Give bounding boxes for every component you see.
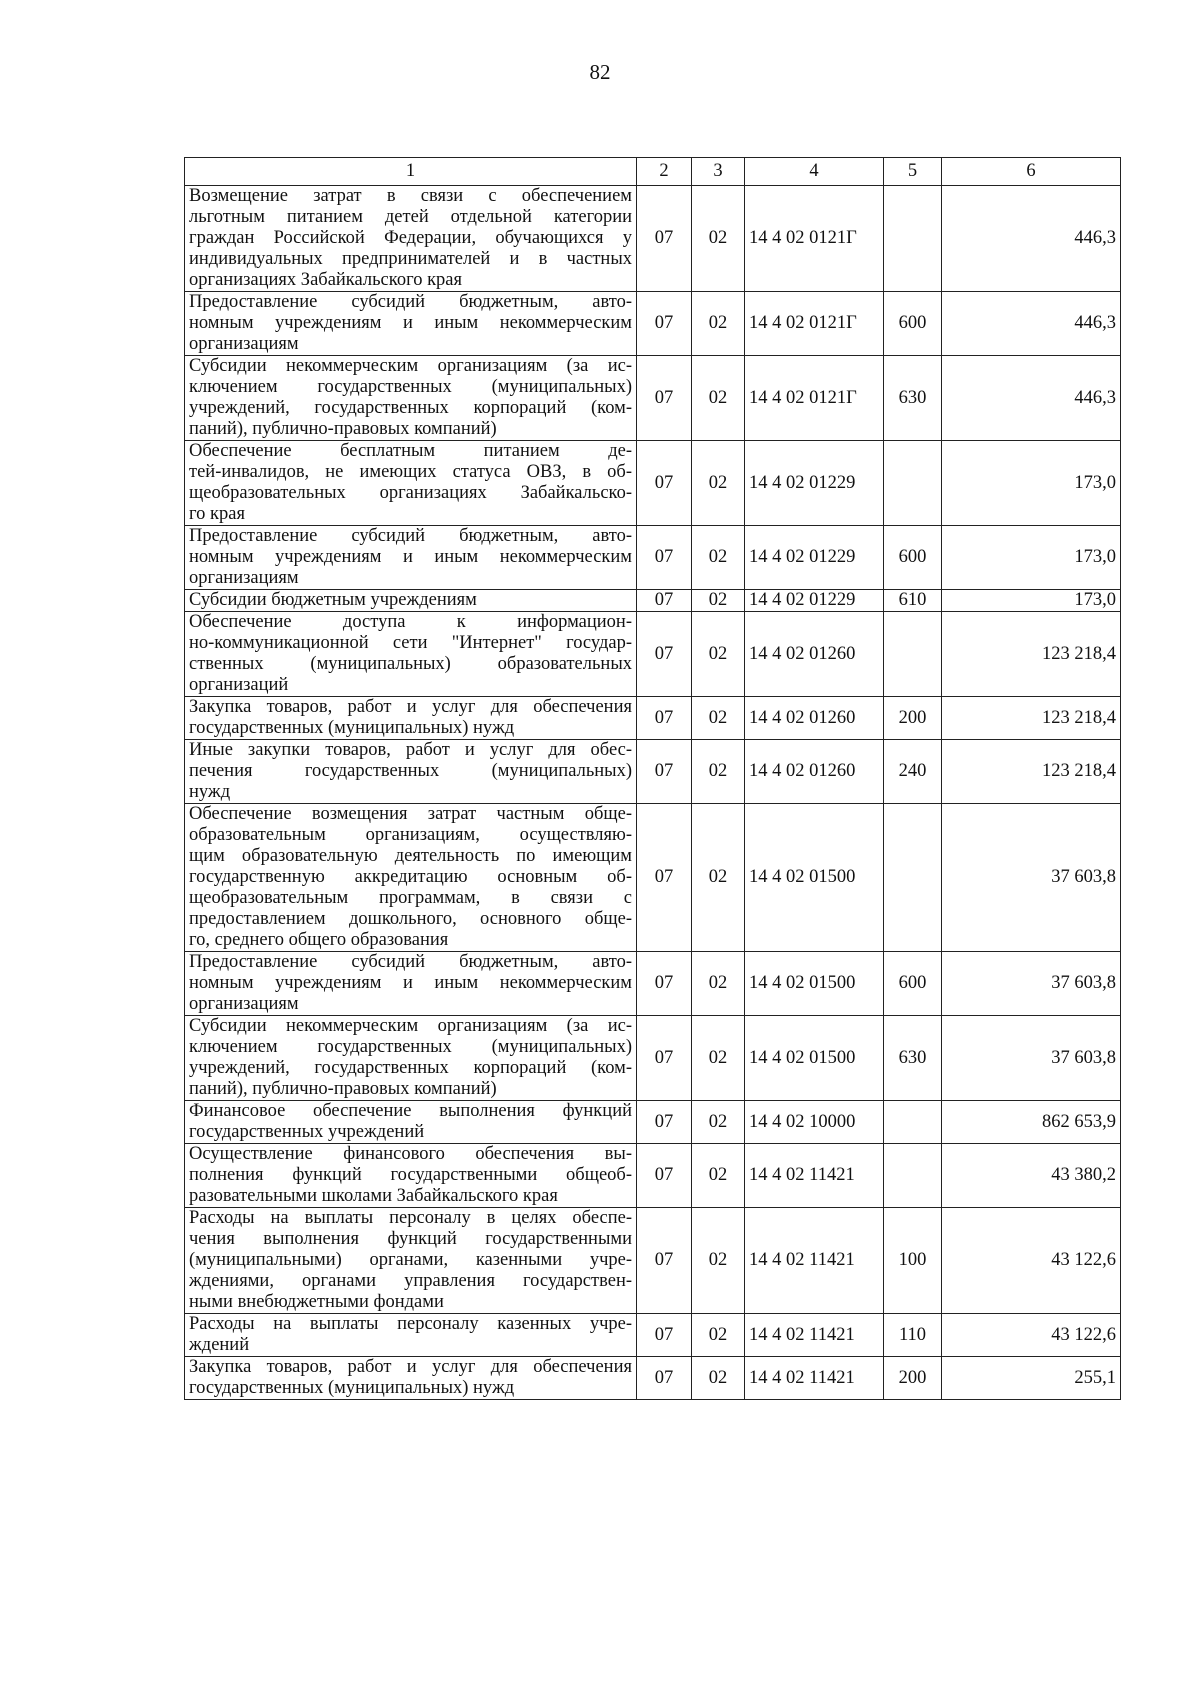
subsection-code-cell: 02 [692, 952, 745, 1016]
expense-name-cell [185, 1357, 637, 1400]
expense-type-cell: 610 [884, 590, 942, 612]
expense-name-line: льготным питанием детей отдельной категории [189, 207, 632, 227]
subsection-code-cell: 02 [692, 356, 745, 441]
target-article-cell: 14 4 02 01229 [745, 526, 884, 590]
table-row [185, 952, 1121, 1016]
expense-name-line: ключением государственных (муниципальных) [189, 1037, 632, 1057]
table-row [185, 697, 1121, 740]
expense-type-cell: 200 [884, 697, 942, 740]
amount-cell: 37 603,8 [942, 804, 1121, 952]
expense-name-line: организаций [189, 675, 289, 695]
expense-name-line: Иные закупки товаров, работ и услуг для обес- [189, 740, 632, 760]
amount-cell: 43 122,6 [942, 1314, 1121, 1357]
expense-name-line: организациям [189, 334, 299, 354]
expense-name-line: Обеспечение доступа к информацион- [189, 612, 632, 632]
expense-name-line: полнения функций государственными общеоб- [189, 1165, 632, 1185]
amount-cell: 43 380,2 [942, 1144, 1121, 1208]
expense-name-cell [185, 356, 637, 441]
expense-type-cell: 100 [884, 1208, 942, 1314]
amount-cell: 123 218,4 [942, 612, 1121, 697]
expense-name-line: нужд [189, 782, 231, 802]
amount-cell: 123 218,4 [942, 740, 1121, 804]
target-article-cell: 14 4 02 11421 [745, 1208, 884, 1314]
target-article-cell: 14 4 02 01500 [745, 804, 884, 952]
table-row [185, 1357, 1121, 1400]
expense-name-line: государственных (муниципальных) нужд [189, 718, 515, 738]
table-row [185, 1101, 1121, 1144]
expense-name-cell [185, 1016, 637, 1101]
subsection-code-cell: 02 [692, 1144, 745, 1208]
expense-name-line: паний), публично-правовых компаний) [189, 1079, 497, 1099]
expense-name-line: щеобразовательным программам, в связи с [189, 888, 632, 908]
table-row [185, 740, 1121, 804]
subsection-code-cell: 02 [692, 292, 745, 356]
expense-name-line: Предоставление субсидий бюджетным, авто- [189, 526, 632, 546]
header-cell-amount: 6 [942, 158, 1121, 186]
amount-cell: 123 218,4 [942, 697, 1121, 740]
table-row [185, 186, 1121, 292]
target-article-cell: 14 4 02 01260 [745, 740, 884, 804]
subsection-code-cell: 02 [692, 1357, 745, 1400]
expense-name-cell [185, 740, 637, 804]
section-code-cell: 07 [637, 612, 692, 697]
expense-name-line: ными внебюджетными фондами [189, 1292, 444, 1312]
subsection-code-cell: 02 [692, 1016, 745, 1101]
expense-name-line: предоставлением дошкольного, основного обще- [189, 909, 632, 929]
header-cell-section: 2 [637, 158, 692, 186]
table-header-row [185, 158, 1121, 186]
expense-name-line: государственную аккредитацию основным об- [189, 867, 632, 887]
target-article-cell: 14 4 02 11421 [745, 1357, 884, 1400]
subsection-code-cell: 02 [692, 441, 745, 526]
expense-name-line: Расходы на выплаты персоналу казенных учре- [189, 1314, 632, 1334]
header-cell-expense-type: 5 [884, 158, 942, 186]
expense-name-line: граждан Российской Федерации, обучающихся у [189, 228, 632, 248]
expense-name-line: чения выполнения функций государственными [189, 1229, 632, 1249]
target-article-cell: 14 4 02 0121Г [745, 356, 884, 441]
expense-name-line: Закупка товаров, работ и услуг для обеспечения [189, 1357, 632, 1377]
expense-type-cell [884, 441, 942, 526]
expense-name-line: номным учреждениям и иным некоммерческим [189, 313, 632, 333]
expense-name-line: Субсидии некоммерческим организациям (за ис- [189, 356, 632, 376]
amount-cell: 446,3 [942, 356, 1121, 441]
subsection-code-cell: 02 [692, 590, 745, 612]
section-code-cell: 07 [637, 186, 692, 292]
expense-name-cell [185, 186, 637, 292]
subsection-code-cell: 02 [692, 612, 745, 697]
expense-name-line: печения государственных (муниципальных) [189, 761, 632, 781]
target-article-cell: 14 4 02 0121Г [745, 186, 884, 292]
expense-name-line: учреждений, государственных корпораций (ком- [189, 398, 632, 418]
expense-name-cell [185, 804, 637, 952]
amount-cell: 173,0 [942, 590, 1121, 612]
amount-cell: 43 122,6 [942, 1208, 1121, 1314]
amount-cell: 255,1 [942, 1357, 1121, 1400]
section-code-cell: 07 [637, 292, 692, 356]
expense-type-cell: 630 [884, 1016, 942, 1101]
amount-cell: 173,0 [942, 526, 1121, 590]
expense-name-cell [185, 292, 637, 356]
expense-name-line: организациям [189, 568, 299, 588]
amount-cell: 862 653,9 [942, 1101, 1121, 1144]
expense-name-line: Расходы на выплаты персоналу в целях обеспе- [189, 1208, 632, 1228]
section-code-cell: 07 [637, 1101, 692, 1144]
subsection-code-cell: 02 [692, 1208, 745, 1314]
amount-cell: 37 603,8 [942, 1016, 1121, 1101]
amount-cell: 173,0 [942, 441, 1121, 526]
section-code-cell: 07 [637, 697, 692, 740]
section-code-cell: 07 [637, 1357, 692, 1400]
expense-name-line: ждениями, органами управления государствен- [189, 1271, 632, 1291]
amount-cell: 37 603,8 [942, 952, 1121, 1016]
expense-name-line: образовательным организациям, осуществляю- [189, 825, 632, 845]
target-article-cell: 14 4 02 11421 [745, 1144, 884, 1208]
section-code-cell: 07 [637, 1016, 692, 1101]
expense-name-line: индивидуальных предпринимателей и в частных [189, 249, 632, 269]
header-cell-target-article: 4 [745, 158, 884, 186]
expense-name-line: щим образовательную деятельность по имеющим [189, 846, 632, 866]
target-article-cell: 14 4 02 01500 [745, 1016, 884, 1101]
target-article-cell: 14 4 02 10000 [745, 1101, 884, 1144]
expense-name-line: Возмещение затрат в связи с обеспечением [189, 186, 632, 206]
page-number: 82 [589, 60, 611, 84]
section-code-cell: 07 [637, 1314, 692, 1357]
section-code-cell: 07 [637, 952, 692, 1016]
expense-name-cell [185, 526, 637, 590]
expense-type-cell: 600 [884, 292, 942, 356]
expense-name-line: Предоставление субсидий бюджетным, авто- [189, 292, 632, 312]
target-article-cell: 14 4 02 11421 [745, 1314, 884, 1357]
table-row [185, 441, 1121, 526]
expense-name-line: Субсидии некоммерческим организациям (за ис- [189, 1016, 632, 1036]
expense-type-cell: 600 [884, 952, 942, 1016]
target-article-cell: 14 4 02 01229 [745, 441, 884, 526]
section-code-cell: 07 [637, 1144, 692, 1208]
amount-cell: 446,3 [942, 186, 1121, 292]
subsection-code-cell: 02 [692, 697, 745, 740]
expense-name-line: Обеспечение возмещения затрат частным обще- [189, 804, 632, 824]
expense-name-cell [185, 590, 637, 612]
section-code-cell: 07 [637, 1208, 692, 1314]
header-cell-name: 1 [185, 158, 637, 186]
expense-name-line: Закупка товаров, работ и услуг для обеспечения [189, 697, 632, 717]
budget-table [184, 157, 1121, 1400]
target-article-cell: 14 4 02 01500 [745, 952, 884, 1016]
expense-name-line: номным учреждениям и иным некоммерческим [189, 973, 632, 993]
table-row [185, 1016, 1121, 1101]
expense-name-cell [185, 952, 637, 1016]
expense-name-line: го края [189, 504, 245, 524]
expense-name-line: государственных (муниципальных) нужд [189, 1378, 515, 1398]
table-body [185, 186, 1121, 1400]
expense-name-line: тей-инвалидов, не имеющих статуса ОВЗ, в об- [189, 462, 632, 482]
expense-type-cell [884, 186, 942, 292]
table-row [185, 612, 1121, 697]
table-row [185, 804, 1121, 952]
expense-type-cell: 110 [884, 1314, 942, 1357]
section-code-cell: 07 [637, 356, 692, 441]
expense-name-cell [185, 1208, 637, 1314]
expense-type-cell [884, 804, 942, 952]
target-article-cell: 14 4 02 0121Г [745, 292, 884, 356]
subsection-code-cell: 02 [692, 1314, 745, 1357]
expense-type-cell: 630 [884, 356, 942, 441]
expense-name-line: Субсидии бюджетным учреждениям [189, 590, 477, 610]
section-code-cell: 07 [637, 740, 692, 804]
expense-name-cell [185, 1101, 637, 1144]
expense-name-line: но-коммуникационной сети "Интернет" государ- [189, 633, 632, 653]
expense-name-cell [185, 441, 637, 526]
subsection-code-cell: 02 [692, 804, 745, 952]
table-row [185, 1314, 1121, 1357]
table-row [185, 526, 1121, 590]
expense-name-line: ждений [189, 1335, 250, 1355]
subsection-code-cell: 02 [692, 186, 745, 292]
expense-type-cell [884, 1144, 942, 1208]
expense-type-cell [884, 1101, 942, 1144]
expense-type-cell: 200 [884, 1357, 942, 1400]
expense-name-line: государственных учреждений [189, 1122, 425, 1142]
expense-name-line: щеобразовательных организациях Забайкальско- [189, 483, 632, 503]
expense-name-line: разовательными школами Забайкальского края [189, 1186, 558, 1206]
section-code-cell: 07 [637, 804, 692, 952]
expense-name-line: Финансовое обеспечение выполнения функций [189, 1101, 632, 1121]
table-row [185, 590, 1121, 612]
header-cell-subsection: 3 [692, 158, 745, 186]
expense-name-line: паний), публично-правовых компаний) [189, 419, 497, 439]
expense-name-line: (муниципальными) органами, казенными учре- [189, 1250, 632, 1270]
table-row [185, 292, 1121, 356]
subsection-code-cell: 02 [692, 740, 745, 804]
section-code-cell: 07 [637, 526, 692, 590]
expense-name-line: Осуществление финансового обеспечения вы- [189, 1144, 632, 1164]
expense-name-line: учреждений, государственных корпораций (ком- [189, 1058, 632, 1078]
expense-type-cell: 600 [884, 526, 942, 590]
expense-name-cell [185, 1314, 637, 1357]
subsection-code-cell: 02 [692, 1101, 745, 1144]
expense-name-line: Предоставление субсидий бюджетным, авто- [189, 952, 632, 972]
expense-name-line: ключением государственных (муниципальных) [189, 377, 632, 397]
expense-name-line: ственных (муниципальных) образовательных [189, 654, 632, 674]
subsection-code-cell: 02 [692, 526, 745, 590]
amount-cell: 446,3 [942, 292, 1121, 356]
expense-type-cell [884, 612, 942, 697]
expense-name-line: Обеспечение бесплатным питанием де- [189, 441, 632, 461]
expense-name-line: го, среднего общего образования [189, 930, 449, 950]
section-code-cell: 07 [637, 441, 692, 526]
expense-name-cell [185, 1144, 637, 1208]
expense-name-cell [185, 697, 637, 740]
table-row [185, 1208, 1121, 1314]
expense-type-cell: 240 [884, 740, 942, 804]
table-row [185, 1144, 1121, 1208]
target-article-cell: 14 4 02 01229 [745, 590, 884, 612]
expense-name-line: организациям [189, 994, 299, 1014]
target-article-cell: 14 4 02 01260 [745, 612, 884, 697]
expense-name-cell [185, 612, 637, 697]
section-code-cell: 07 [637, 590, 692, 612]
target-article-cell: 14 4 02 01260 [745, 697, 884, 740]
expense-name-line: организациях Забайкальского края [189, 270, 463, 290]
table-row [185, 356, 1121, 441]
expense-name-line: номным учреждениям и иным некоммерческим [189, 547, 632, 567]
